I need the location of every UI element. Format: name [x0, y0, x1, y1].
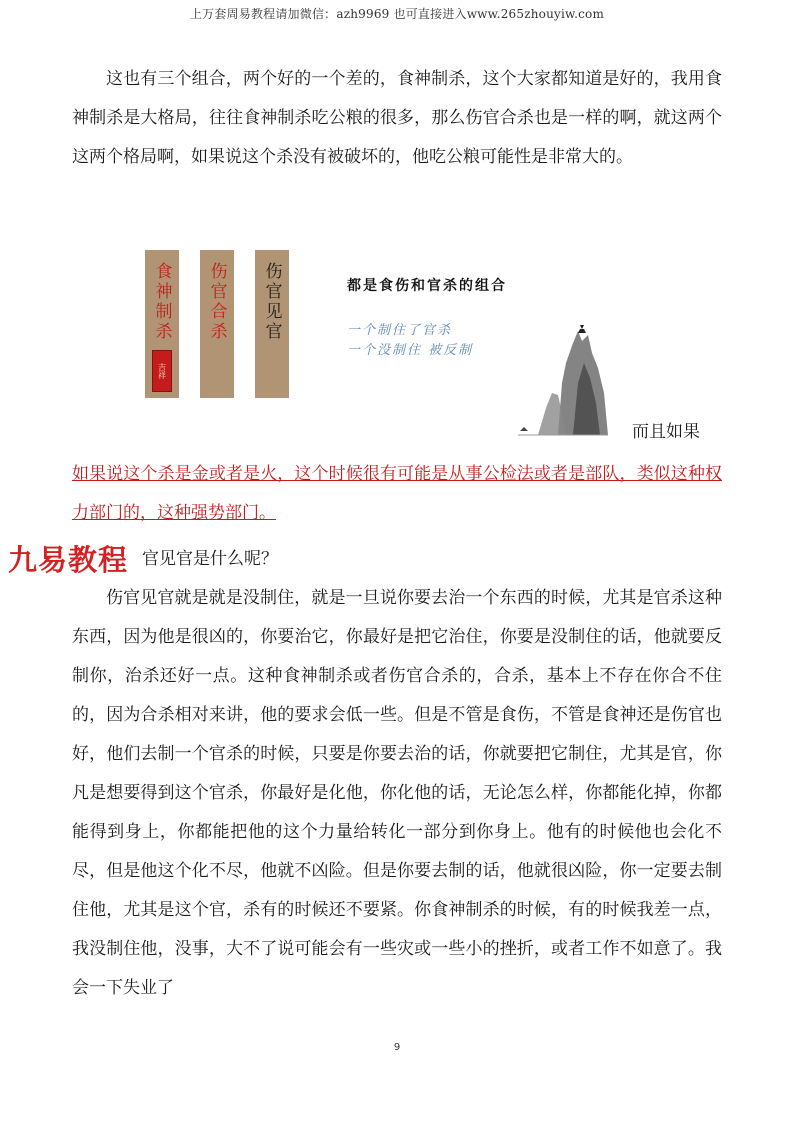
section-question: 官见官是什么呢？ [142, 549, 278, 569]
ink-mountain-icon [518, 323, 608, 438]
illustration-figure [140, 245, 610, 450]
scroll-shangguan-hesha [200, 250, 234, 398]
paragraph-1-tail: 而且如果 [632, 422, 700, 442]
figure-caption: 都是食伤和官杀的组合 [347, 278, 507, 294]
figure-note-2: 一个没制住 被反制 [347, 343, 474, 358]
header-banner: 上万套周易教程请加微信：azh9969 也可直接进入www.265zhouyiw.com [189, 7, 605, 21]
page-number: 9 [393, 1042, 401, 1053]
red-seal-stamp: 吉祥 [152, 350, 172, 392]
scroll-3-text: 伤官见官 [261, 262, 282, 342]
paragraph-1: 这也有三个组合，两个好的一个差的，食神制杀，这个大家都知道是好的，我用食神制杀是大格局，往往食神制杀吃公粮的很多，那么伤官合杀也是一样的啊，就这两个这两个格局啊，如果说这个杀没有被破坏的，他吃公粮可能性是非常大的。 [72, 69, 722, 167]
watermark-logo: 九易教程 [8, 543, 129, 577]
scroll-shangguan-jianguan [255, 250, 289, 398]
paragraph-2: 伤官见官就是就是没制住，就是一旦说你要去治一个东西的时候，尤其是官杀这种东西，因为他是很凶的，你要治它，你最好是把它治住，你要是没制住的话，他就要反制你，治杀还好一点。这种食神制杀或者伤官合杀的，合杀，基本上不存在你合不住的，因为合杀相对来讲，他的要求会低一些。但是不管是食伤，不管是食神还是伤官也好，他们去制一个官杀的时候，只要是你要去治的话，你就要把它制住，尤其是官，你凡是想要得到这个官杀，你最好是化他，你化他的话，无论怎么样，你都能化掉，你都能得到身上，你都能把他的这个力量给转化一部分到你身上。他有的时候他也会化不尽，但是他这个化不尽，他就不凶险。但是你要去制的话，他就很凶险，你一定要去制住他，尤其是这个官，杀有的时候还不要紧。你食神制杀的时候，有的时候我差一点，我没制住他，没事，大不了说可能会有一些灾或一些小的挫折，或者工作不如意了。我会一下失业了 [72, 588, 722, 998]
highlighted-paragraph: 如果说这个杀是金或者是火，这个时候很有可能是从事公检法或者是部队，类似这种权力部门的，这种强势部门。 [72, 464, 722, 523]
scroll-1-text: 食神制杀 [151, 262, 172, 342]
figure-note-1: 一个制住了官杀 [347, 323, 453, 338]
scroll-2-text: 伤官合杀 [206, 262, 227, 342]
